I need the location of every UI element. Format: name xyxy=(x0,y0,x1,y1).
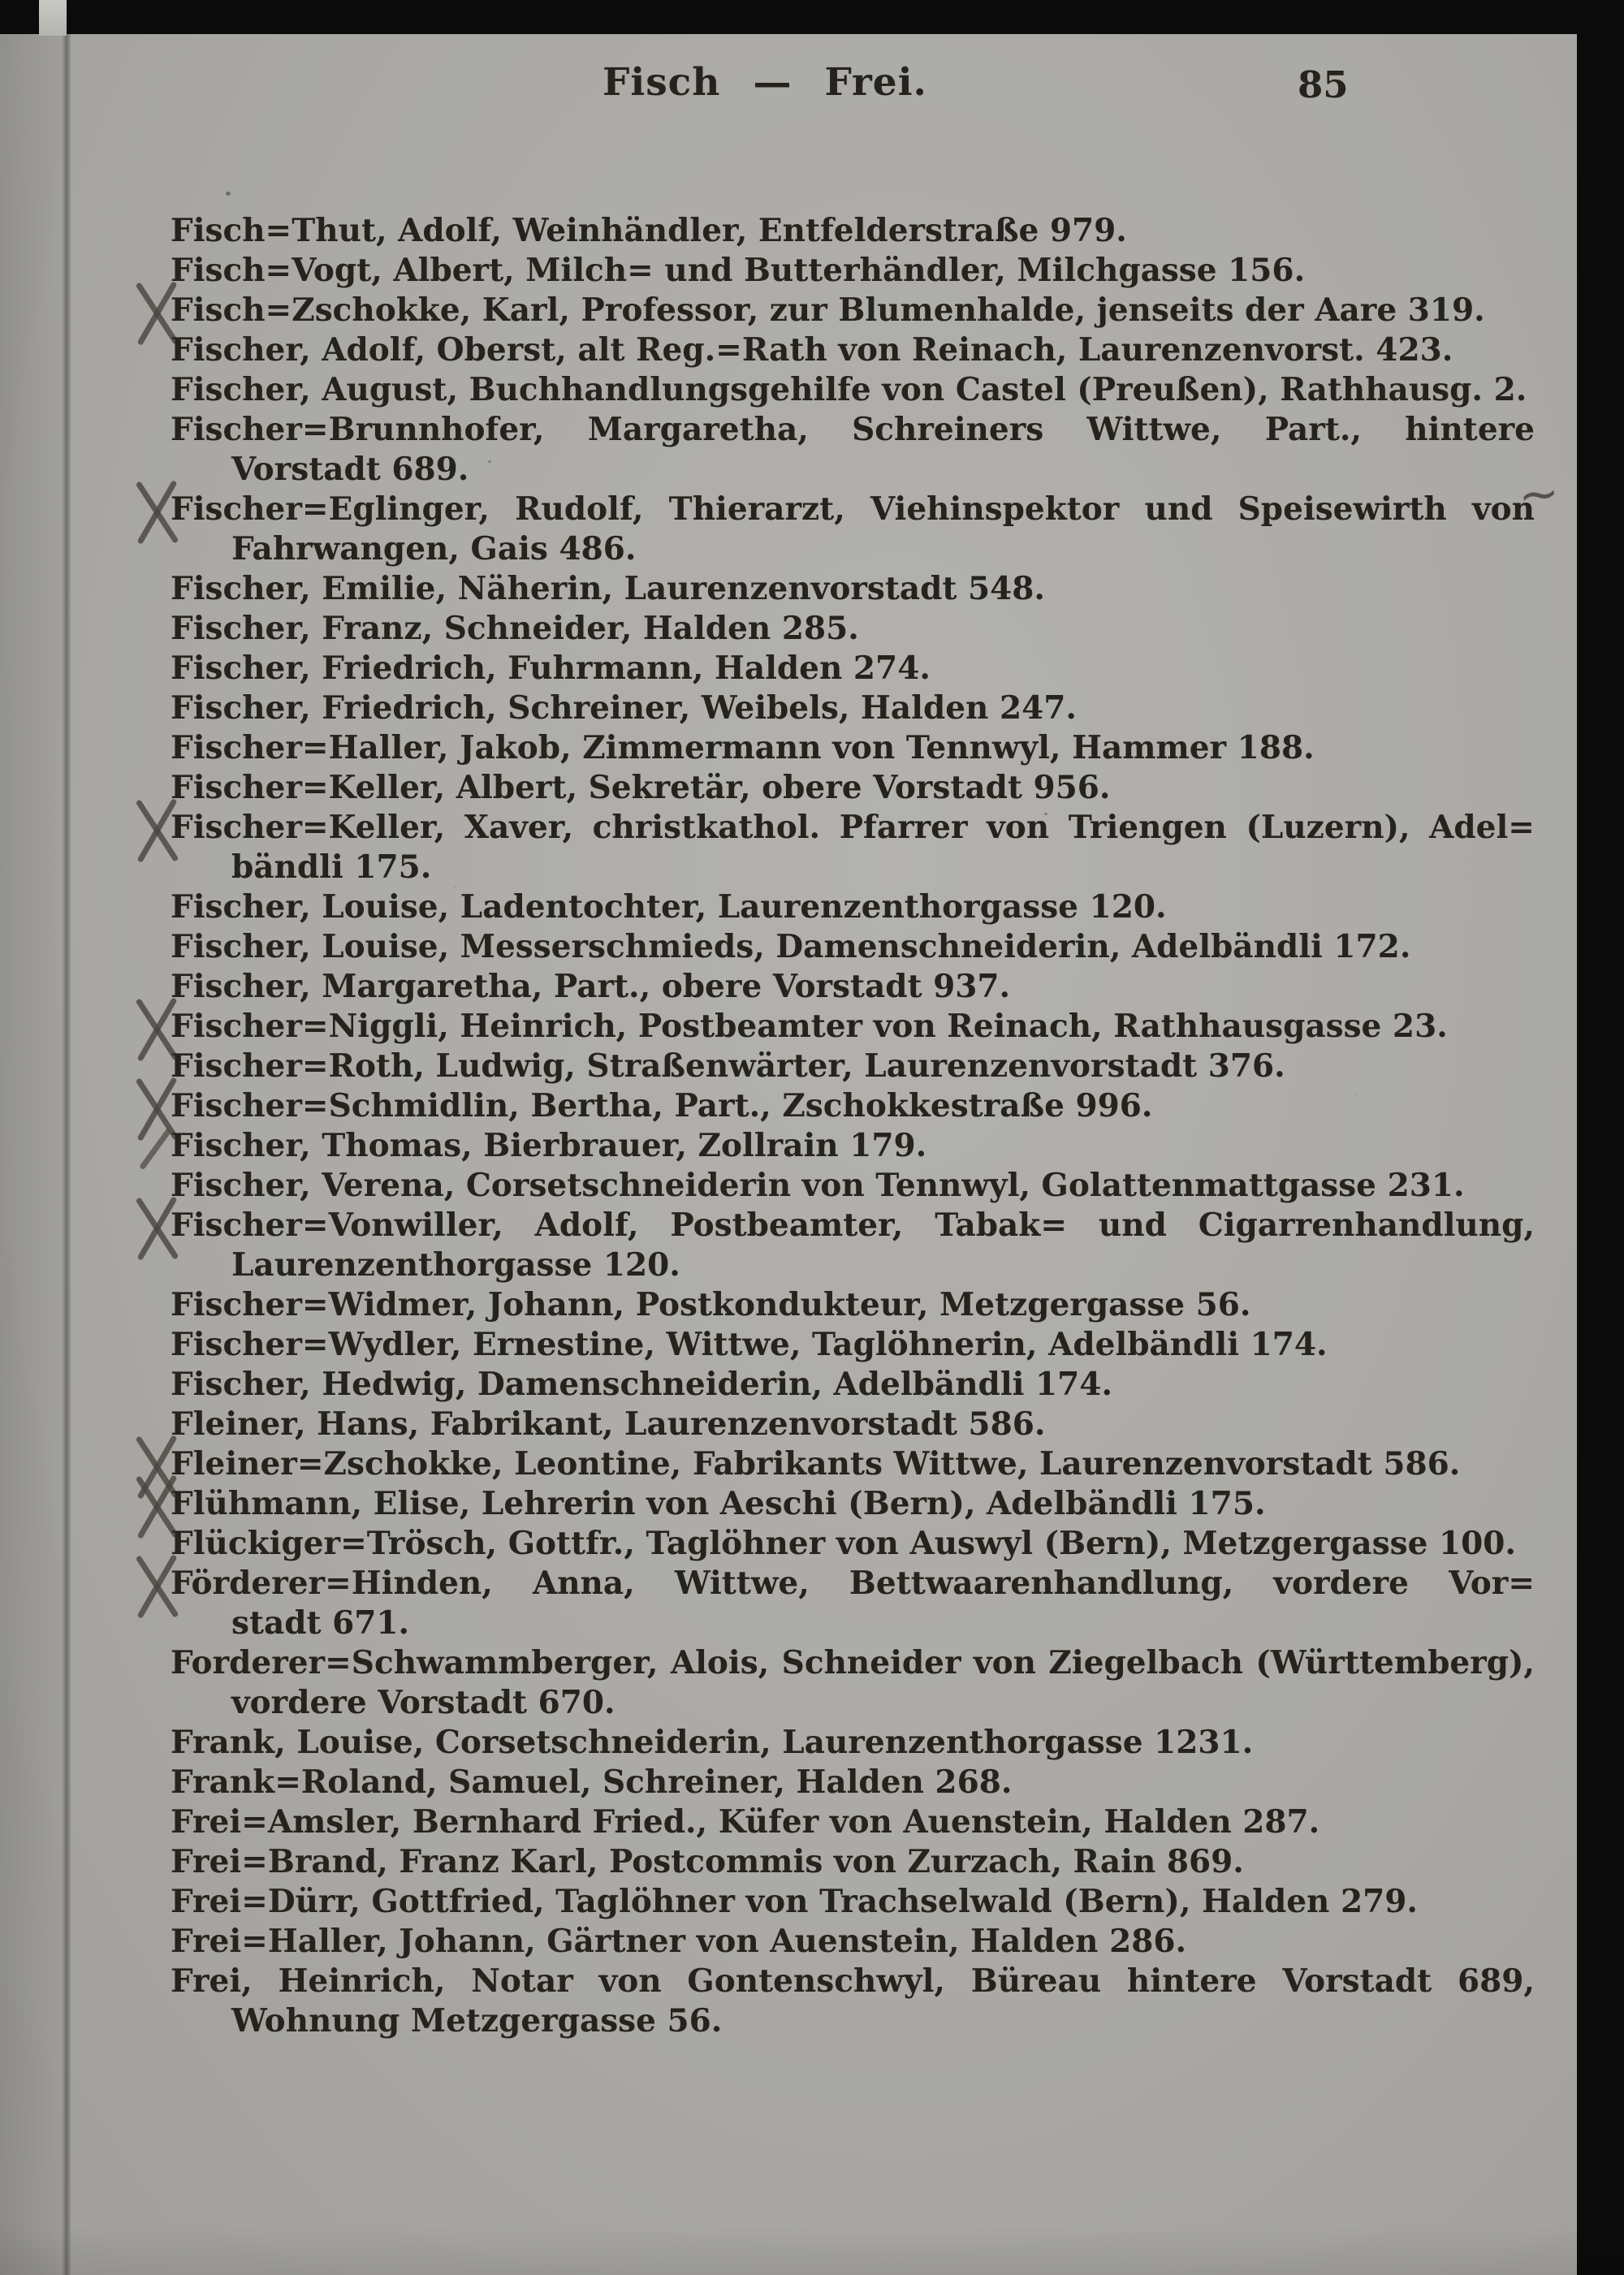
entry-line: Fisch=Zschokke, Karl, Professor, zur Blumenhalde, jenseits der Aare 319. xyxy=(171,291,1485,329)
entry-line: Frei=Amsler, Bernhard Fried., Küfer von Auenstein, Halden 287. xyxy=(171,1803,1320,1841)
entry-line: Fischer, Thomas, Bierbrauer, Zollrain 179. xyxy=(171,1127,927,1164)
paper-tab xyxy=(39,0,67,36)
directory-entry xyxy=(171,887,1535,927)
directory-entry xyxy=(171,1484,1535,1524)
entry-line: Fischer, August, Buchhandlungsgehilfe von Castel (Preußen), Rathhausg. 2. xyxy=(171,371,1527,408)
entry-line: Fischer, Louise, Ladentochter, Laurenzenthorgasse 120. xyxy=(171,888,1167,926)
entry-continuation-line: bändli 175. xyxy=(231,848,432,886)
entry-continuation-line: stadt 671. xyxy=(231,1604,410,1642)
directory-entry xyxy=(171,927,1535,967)
scan-edge-right xyxy=(1577,0,1624,2275)
directory-entry xyxy=(171,410,1535,490)
entry-line: Flückiger=Trösch, Gottfr., Taglöhner von Auswyl (Bern), Metzgergasse 100. xyxy=(171,1525,1516,1562)
entry-line: Fisch=Thut, Adolf, Weinhändler, Entfelderstraße 979. xyxy=(171,212,1127,249)
entry-line: Fischer, Friedrich, Schreiner, Weibels, Halden 247. xyxy=(171,689,1077,727)
entry-line: Fischer=Wydler, Ernestine, Wittwe, Taglöhnerin, Adelbändli 174. xyxy=(171,1326,1328,1363)
entry-line: Fischer=Haller, Jakob, Zimmermann von Tennwyl, Hammer 188. xyxy=(171,729,1315,766)
directory-entry xyxy=(171,768,1535,808)
entry-line: Frei=Haller, Johann, Gärtner von Auenstein, Halden 286. xyxy=(171,1923,1187,1960)
page-header xyxy=(603,60,927,105)
directory-entry xyxy=(171,728,1535,768)
entry-continuation-line: vordere Vorstadt 670. xyxy=(231,1684,615,1721)
directory-entry xyxy=(171,1802,1535,1842)
header-word-fisch: Fisch xyxy=(603,60,721,105)
scan-edge-top xyxy=(0,0,1624,34)
entry-line: Fischer=Brunnhofer, Margaretha, Schreiners Wittwe, Part., hintere xyxy=(171,411,1535,448)
directory-entry xyxy=(171,211,1535,251)
binding-fold-line xyxy=(62,32,71,2275)
directory-entry xyxy=(171,1723,1535,1763)
directory-entry xyxy=(171,808,1535,887)
directory-entry xyxy=(171,569,1535,609)
entry-line: Fischer, Margaretha, Part., obere Vorstadt 937. xyxy=(171,968,1011,1005)
header-word-frei: Frei. xyxy=(824,60,927,105)
entry-line: Fischer, Friedrich, Fuhrmann, Halden 274. xyxy=(171,650,931,687)
entry-line: Fischer=Eglinger, Rudolf, Thierarzt, Viehinspektor und Speisewirth von ~ xyxy=(171,464,1561,528)
directory-entry xyxy=(171,1763,1535,1802)
directory-entry xyxy=(171,1524,1535,1564)
entry-line: Forderer=Schwammberger, Alois, Schneider von Ziegelbach (Württemberg), xyxy=(171,1644,1535,1681)
entry-line: Fischer=Roth, Ludwig, Straßenwärter, Laurenzenvorstadt 376. xyxy=(171,1047,1285,1085)
directory-entry xyxy=(171,649,1535,689)
entry-line: Frei=Dürr, Gottfried, Taglöhner von Trachselwald (Bern), Halden 279. xyxy=(171,1883,1418,1920)
entry-line: Fischer=Vonwiller, Adolf, Postbeamter, Tabak= und Cigarrenhandlung, xyxy=(171,1207,1535,1244)
directory-entry xyxy=(171,1325,1535,1365)
entry-line: Fischer, Adolf, Oberst, alt Reg.=Rath von Reinach, Laurenzenvorst. 423. xyxy=(171,331,1453,369)
directory-entry xyxy=(171,1206,1535,1285)
entry-continuation-line: Vorstadt 689. xyxy=(231,451,469,488)
directory-entry xyxy=(171,967,1535,1007)
directory-entry xyxy=(171,1882,1535,1922)
directory-entry xyxy=(171,1047,1535,1086)
entry-line: Frank=Roland, Samuel, Schreiner, Halden 268. xyxy=(171,1763,1013,1801)
entry-list xyxy=(171,211,1561,2041)
entry-line: Frei, Heinrich, Notar von Gontenschwyl, Büreau hintere Vorstadt 689, xyxy=(171,1962,1535,2000)
directory-entry xyxy=(171,1285,1535,1325)
entry-line: Fisch=Vogt, Albert, Milch= und Butterhändler, Milchgasse 156. xyxy=(171,252,1306,289)
entry-line: Fischer, Verena, Corsetschneiderin von Tennwyl, Golattenmattgasse 231. xyxy=(171,1167,1465,1204)
page-number: 85 xyxy=(1298,63,1349,106)
directory-entry xyxy=(171,1922,1535,1962)
directory-entry xyxy=(171,689,1535,728)
directory-entry xyxy=(171,1166,1535,1206)
directory-entry xyxy=(171,1842,1535,1882)
directory-entry xyxy=(171,251,1535,291)
entry-line: Förderer=Hinden, Anna, Wittwe, Bettwaarenhandlung, vordere Vor= xyxy=(171,1565,1535,1602)
entry-continuation-line: Wohnung Metzgergasse 56. xyxy=(231,2002,723,2040)
directory-entry xyxy=(171,609,1535,649)
entry-line: Fischer=Widmer, Johann, Postkondukteur, Metzgergasse 56. xyxy=(171,1286,1251,1323)
directory-entry xyxy=(171,1126,1535,1166)
entry-line: Fischer, Louise, Messerschmieds, Damenschneiderin, Adelbändli 172. xyxy=(171,928,1411,965)
directory-entry xyxy=(171,330,1535,370)
directory-entry xyxy=(171,1962,1535,2041)
entry-line: Frank, Louise, Corsetschneiderin, Laurenzenthorgasse 1231. xyxy=(171,1724,1254,1761)
entry-line: Fischer=Niggli, Heinrich, Postbeamter von Reinach, Rathhausgasse 23. xyxy=(171,1008,1448,1045)
entry-line: Fischer=Keller, Albert, Sekretär, obere Vorstadt 956. xyxy=(171,769,1111,806)
page-bottom-shading xyxy=(0,2226,1624,2275)
entry-line: Fleiner=Zschokke, Leontine, Fabrikants Wittwe, Laurenzenvorstadt 586. xyxy=(171,1445,1461,1483)
pencil-tilde-mark: ~ xyxy=(1515,464,1561,525)
page-left-shading xyxy=(0,32,70,2275)
directory-entry xyxy=(171,1405,1535,1444)
directory-entry xyxy=(171,1365,1535,1405)
directory-entry xyxy=(171,370,1535,410)
entry-line: Flühmann, Elise, Lehrerin von Aeschi (Bern), Adelbändli 175. xyxy=(171,1485,1266,1522)
directory-entry xyxy=(171,1564,1535,1643)
entry-continuation-line: Fahrwangen, Gais 486. xyxy=(231,530,637,568)
entry-line: Fischer, Emilie, Näherin, Laurenzenvorstadt 548. xyxy=(171,570,1045,607)
header-separator-dash: — xyxy=(753,60,793,105)
entry-line: Fischer, Franz, Schneider, Halden 285. xyxy=(171,610,859,647)
directory-entry xyxy=(171,291,1535,330)
entry-line: Fischer=Schmidlin, Bertha, Part., Zschokkestraße 996. xyxy=(171,1087,1153,1125)
entry-line: Fischer=Keller, Xaver, christkathol. Pfarrer von Triengen (Luzern), Adel= xyxy=(171,809,1535,846)
entry-line: Fleiner, Hans, Fabrikant, Laurenzenvorstadt 586. xyxy=(171,1405,1046,1443)
entry-line: Frei=Brand, Franz Karl, Postcommis von Zurzach, Rain 869. xyxy=(171,1843,1244,1880)
directory-entry xyxy=(171,1643,1535,1723)
directory-entry xyxy=(171,1007,1535,1047)
directory-entry xyxy=(171,1086,1535,1126)
entry-line: Fischer, Hedwig, Damenschneiderin, Adelbändli 174. xyxy=(171,1366,1113,1403)
entry-continuation-line: Laurenzenthorgasse 120. xyxy=(231,1246,680,1284)
scan-speckle xyxy=(226,192,231,196)
directory-entry xyxy=(171,1444,1535,1484)
